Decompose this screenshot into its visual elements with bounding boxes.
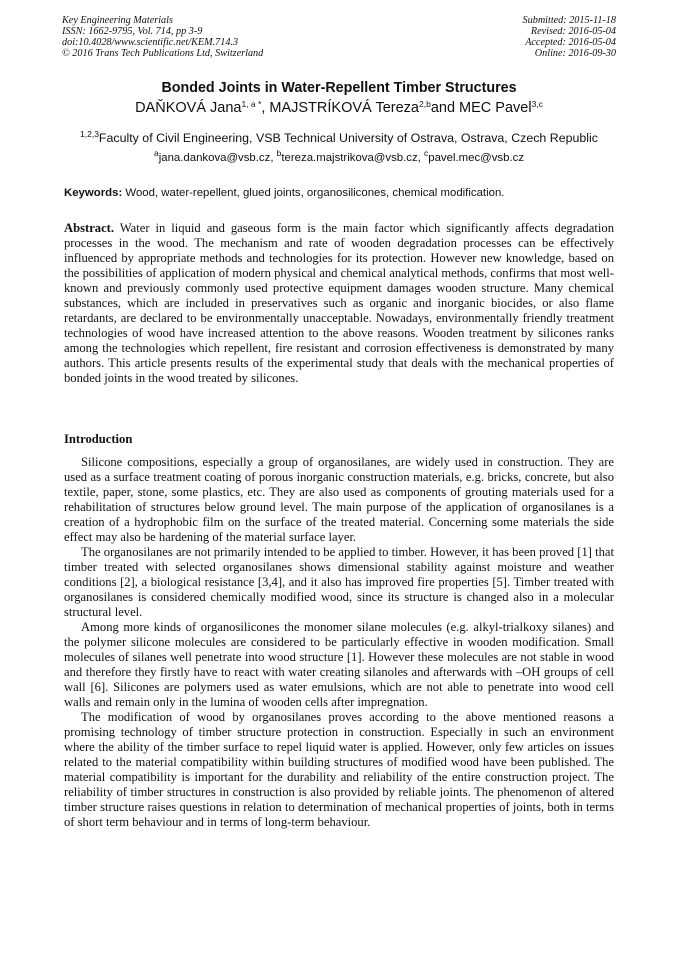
accepted-date: Accepted: 2016-05-04 xyxy=(525,37,616,48)
paper-title: Bonded Joints in Water-Repellent Timber Structures xyxy=(161,80,517,96)
email-separator: , xyxy=(417,152,424,164)
author-separator: , xyxy=(261,100,270,116)
affiliation-sup: 1,2,3 xyxy=(80,129,99,139)
paragraph: Among more kinds of organosilicones the monomer silane molecules (e.g. alkyl-trialkoxy silanes) and the polymer silicone molecules are considered to be particularly effective in wooden modification. Small molecules of silanes well penetrate into wood structure [1]. However these molecules are not stable in wood and therefore they firstly have to react with water creating silanoles and afterwards with –OH groups of cell wall [6]. Silicones are polymers used as water emulsions, which are not able to penetrate into wood cell walls and remain only in the lumina of wooden cells after impregnation. xyxy=(64,620,614,709)
email-link[interactable]: jana.dankova@vsb.cz xyxy=(158,152,271,164)
keywords-label: Keywords: xyxy=(64,187,123,199)
author-list xyxy=(0,100,678,116)
abstract-text: Water in liquid and gaseous form is the main factor which significantly affects degradation processes in the wood. The mechanism and rate of wooden degradation processes can be effectively influenced by appropriate methods and technologies for its protection. However new knowledge, based on the possibilities of application of modern physical and chemical analytical methods, confirms that most well-known and previously commonly used protective equipment damages wooden structure. Many chemical substances, which are included in preservatives such as organic and inorganic biocides, or also flame retardants, are declared to be environmentally unacceptable. Nowadays, environmentally friendly treatment technologies of wood have increased attention to the above reasons. Wooden treatment by silicones ranks among the technologies which repellent, fire resistant and corrosion effectiveness is demonstrated by many authors. This article presents results of the experimental study that deals with the mechanical properties of bonded joints in the wood treated by silicones. xyxy=(64,221,614,385)
author-affil-sup: 1, a * xyxy=(241,99,262,109)
author-name: and MEC Pavel xyxy=(430,100,532,116)
email-link[interactable]: tereza.majstrikova@vsb.cz xyxy=(281,152,418,164)
email-sup: b xyxy=(276,148,282,158)
online-date: Online: 2016-09-30 xyxy=(534,48,616,59)
email-link[interactable]: pavel.mec@vsb.cz xyxy=(428,152,525,164)
affiliation-text: Faculty of Civil Engineering, VSB Technical University of Ostrava, Ostrava, Czech Republic xyxy=(98,131,598,145)
email-sup: a xyxy=(153,148,159,158)
submitted-date: Submitted: 2015-11-18 xyxy=(522,15,616,26)
affiliation xyxy=(0,131,678,145)
journal-header-left xyxy=(62,15,263,59)
email-sup: c xyxy=(424,148,429,158)
email-separator: , xyxy=(270,152,277,164)
author-emails xyxy=(0,148,678,164)
paragraph: The organosilanes are not primarily intended to be applied to timber. However, it has been proved [1] that timber treated with selected organosilanes shows dimensional stability against moisture and weather conditions [2], a biological resistance [3,4], and it also has improved fire properties [5]. Timber treated with organosilanes is considered chemically modified wood, since its structure is changed also in a molecular structural level. xyxy=(64,545,614,619)
paragraph: Silicone compositions, especially a group of organosilanes, are widely used in construction. They are used as a surface treatment coating of porous inorganic construction materials, e.g. bricks, concrete, but also textile, paper, stone, some plastics, etc. They are also used as components of grouting materials used for a rehabilitation of structures below ground level. The main purpose of the application of organosilanes is a creation of a hydrophobic film on the surface of the treated material. Concerning some materials the side effect may also be hardening of the material surface layer. xyxy=(64,455,614,544)
paragraph: The modification of wood by organosilanes proves according to the above mentioned reasons a promising technology of timber structure protection in construction. Especially in such an environment where the ability of the timber surface to repel liquid water is applied. However, only few articles on issues related to the material compatibility within building structures of modified wood have been published. The material compatibility is important for the durability and reliability of the entire construction project. The reliability of timber structures in construction is also provided by reliable joints. The phenomenon of altered timber structure raises questions in relation to determination of mechanical properties of joints, both in terms of short term behaviour and in terms of long-term behaviour. xyxy=(64,710,614,829)
doi-line: doi:10.4028/www.scientific.net/KEM.714.3 xyxy=(62,37,239,48)
abstract xyxy=(64,221,614,386)
keywords-text: Wood, water-repellent, glued joints, organosilicones, chemical modification. xyxy=(122,187,505,199)
section-heading-introduction: Introduction xyxy=(64,432,133,446)
author-affil-sup: 3,c xyxy=(531,99,543,109)
abstract-label: Abstract. xyxy=(64,221,115,235)
author-name: MAJSTRÍKOVÁ Tereza xyxy=(269,100,419,116)
keywords xyxy=(64,187,616,199)
journal-name: Key Engineering Materials xyxy=(62,15,173,26)
revised-date: Revised: 2016-05-04 xyxy=(530,26,616,37)
copyright-line: © 2016 Trans Tech Publications Ltd, Switzerland xyxy=(62,48,264,59)
author-name: DAŇKOVÁ Jana xyxy=(135,100,242,116)
issn-line: ISSN: 1662-9795, Vol. 714, pp 3-9 xyxy=(62,26,203,37)
introduction-body xyxy=(64,455,614,830)
journal-header-right xyxy=(523,15,616,59)
author-affil-sup: 2,b xyxy=(419,99,431,109)
